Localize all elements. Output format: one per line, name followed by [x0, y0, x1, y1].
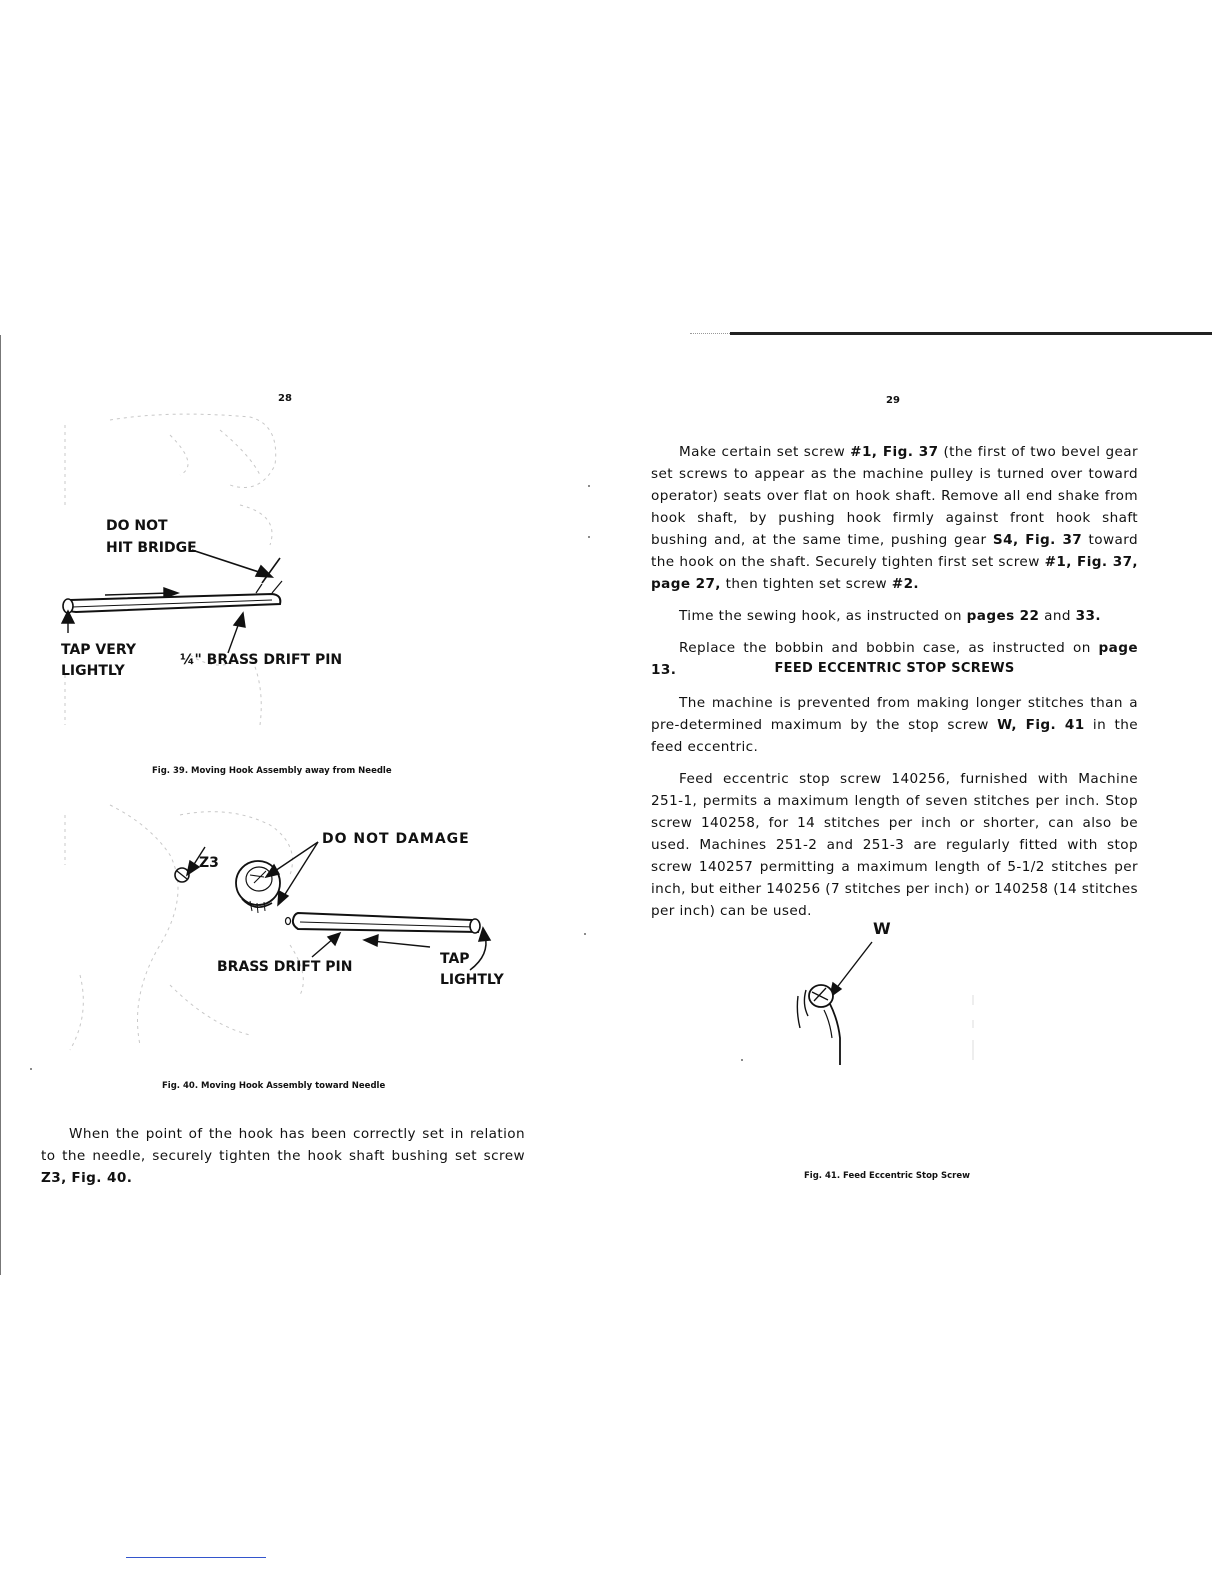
fig41-caption: Fig. 41. Feed Eccentric Stop Screw	[804, 1171, 970, 1181]
fig40-drift-pin	[293, 913, 480, 933]
fig39-pin-pointer	[228, 613, 245, 653]
scan-rule-top	[730, 332, 1212, 335]
right-text-block-2	[651, 692, 1138, 932]
fig40-tap-arrow	[470, 928, 490, 970]
fig40-label-lightly: LIGHTLY	[440, 972, 504, 988]
fig40-faint-sketch	[65, 805, 303, 1050]
fig40-label-do-not-damage: DO NOT DAMAGE	[322, 831, 470, 847]
fig39-label-brass-drift-pin: ¼" BRASS DRIFT PIN	[180, 652, 343, 668]
page-number-left: 28	[278, 393, 292, 404]
scan-rule-dash	[690, 333, 730, 335]
fig41-illustration	[740, 920, 1000, 1160]
fig40-caption: Fig. 40. Moving Hook Assembly toward Needle	[162, 1081, 386, 1091]
fig40-direction-arrow	[364, 935, 430, 947]
fig41-stop-screw	[797, 985, 840, 1065]
fig39-tap-arrow	[62, 611, 74, 633]
left-paragraph: When the point of the hook has been correctly set in relation to the needle, securely tighten the hook shaft bushing set screw Z3, Fig. 40.	[41, 1126, 525, 1186]
fig39-label-do-not: DO NOT	[106, 518, 168, 534]
fig39-caption: Fig. 39. Moving Hook Assembly away from Needle	[152, 766, 392, 776]
scan-speck	[588, 536, 590, 538]
fig40-label-tap: TAP	[440, 951, 470, 967]
scan-speck	[588, 485, 590, 487]
scan-speck	[584, 933, 586, 935]
paragraph-eccentric-stop-screw: Feed eccentric stop screw 140256, furnished with Machine 251-1, permits a maximum length of seven stitches per inch. Stop screw 140258, for 14 stitches per inch or shorter, can also be used. Machines 251-2 and 251-3 are regularly fitted with stop screw 140257 permitting a maximum length of 5-1/2 stitches per inch, but either 140256 (7 stitches per inch) or 140258 (14 stitches per inch) can be used.	[651, 771, 1138, 919]
paragraph-set-screw: Make certain set screw #1, Fig. 37 (the first of two bevel gear set screws to appear as the machine pulley is turned over toward operator) seats over flat on hook shaft. Remove all end shake from hook shaft, by pushing hook firmly against front hook shaft bushing and, at the same time, pushing gear S4, Fig. 37 toward the hook on the shaft. Securely tighten first set screw #1, Fig. 37, page 27, then tighten set screw #2.	[651, 444, 1138, 592]
fig39-drawing	[50, 405, 410, 755]
scan-edge-left	[0, 335, 1, 1275]
paragraph-replace-bobbin: Replace the bobbin and bobbin case, as instructed on page 13.	[651, 640, 1138, 678]
fig40-label-z3: Z3	[199, 855, 219, 871]
fig41-w-arrow	[830, 942, 872, 997]
fig39-bridge-arrow	[192, 550, 280, 583]
fig41-drawing	[740, 920, 1000, 1160]
fig39-label-hit-bridge: HIT BRIDGE	[106, 540, 197, 556]
scan-speck	[741, 1059, 743, 1061]
fig40-label-brass-drift-pin: BRASS DRIFT PIN	[217, 959, 353, 975]
fig39-label-lightly: LIGHTLY	[61, 663, 125, 679]
paragraph-time-hook: Time the sewing hook, as instructed on pages 22 and 33.	[679, 608, 1101, 624]
fig39-label-tap-very: TAP VERY	[61, 642, 136, 658]
bottom-link-line	[126, 1557, 266, 1558]
paragraph-stop-screw: The machine is prevented from making longer stitches than a pre-determined maximum by the stop screw W, Fig. 41 in the feed eccentric.	[651, 695, 1138, 755]
fig41-label-w: W	[873, 919, 891, 938]
page-number-right: 29	[886, 395, 900, 406]
section-heading: FEED ECCENTRIC STOP SCREWS	[774, 661, 1015, 676]
fig39-illustration	[50, 405, 410, 755]
scan-speck	[30, 1068, 32, 1070]
right-text-block	[651, 441, 1138, 691]
fig39-drift-pin	[63, 581, 282, 613]
fig40-pin-pointer	[312, 933, 340, 957]
